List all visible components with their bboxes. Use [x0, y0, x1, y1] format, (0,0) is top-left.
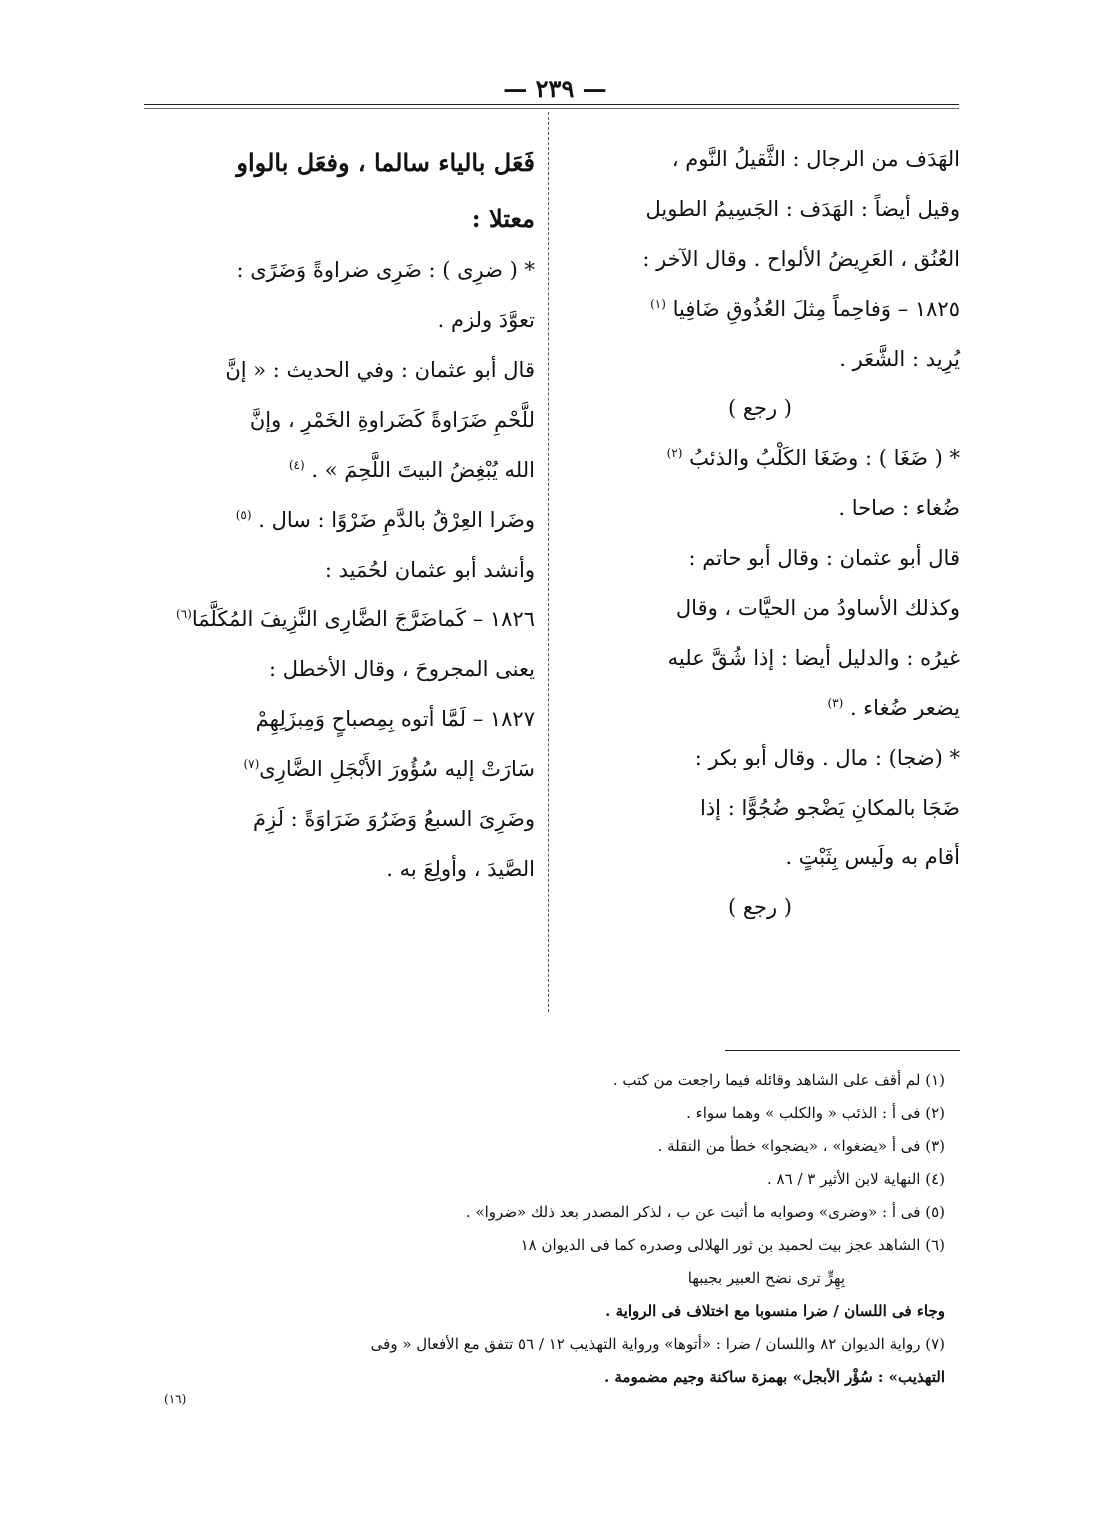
- text-line: وأنشد أبو عثمان لحُمَيد :: [324, 557, 535, 582]
- footnote-ref: (٥): [235, 507, 252, 522]
- text-line: أقام به ولَيس بِثَبْتٍ .: [785, 845, 960, 870]
- text-line: للَّحْمِ ضَرَاوةً كَضَراوةِ الخَمْرِ ، وإنَّ: [249, 407, 535, 432]
- return-marker: ( رجع ): [727, 396, 793, 421]
- footnote-ref: (٧): [243, 757, 260, 772]
- footnotes: [125, 1064, 945, 1394]
- footnote-ref: (١): [650, 296, 666, 311]
- footnote: (٣) فى أ «يضغوا» ، «يضجوا» خطأ من النقلة .: [657, 1137, 945, 1155]
- footnote: (٢) فى أ : الذئب « والكلب » وهما سواء .: [686, 1104, 945, 1122]
- entry-daja: * (ضجا) : مال . وقال أبو بكر :: [694, 745, 960, 770]
- footnote: وجاء فى اللسان / ضرا منسوبا مع اختلاف فى الرواية .: [605, 1302, 945, 1320]
- signature-mark: (١٦): [164, 1392, 187, 1406]
- column-divider: [548, 112, 549, 1012]
- text-line: ضُغاء : صاحا .: [838, 496, 960, 521]
- footnote: التهذيب» : سُؤْر الأبجل» بهمزة ساكنة وجيم مضمومة .: [603, 1368, 945, 1386]
- text-line: الله يُبْغِضُ البيتَ اللَّحِمَ » . $^{(٤)}$: [288, 457, 535, 482]
- section-heading: فَعَل بالياء سالما ، وفعَل بالواو: [236, 148, 535, 177]
- verse-1826: ١٨٢٦ – كَماضَرَّجَ الضَّارِى النَّزِيفَ المُكَلَّمَا$^{(٦)}$: [176, 607, 535, 632]
- verse-1825: ١٨٢٥ – وَفاحِماً مِثلَ العُذُوقِ ضَافِيا $^{(١)}$: [650, 296, 960, 321]
- text-line: وضَرِىَ السبعُ وَضَرُوَ ضَرَاوَةً : لَزِمَ: [252, 806, 535, 831]
- section-heading-cont: معتلا :: [471, 203, 535, 233]
- footnote-ref: (٣): [827, 695, 844, 710]
- text-line: العُنُق ، العَرِيضُ الألواح . وقال الآخر :: [642, 246, 960, 271]
- footnote-ref: (٤): [288, 457, 305, 472]
- text-line: وكذلك الأساودُ من الحيَّات ، وقال: [675, 596, 960, 621]
- text-line: تعوَّدَ ولزم .: [437, 308, 535, 333]
- footnote: (٤) النهاية لابن الأثير ٣ / ٨٦ .: [767, 1170, 945, 1188]
- verse-1827-second: سَارَتْ إليه سُؤُورَ الأَبْجَلِ الضَّارِى$^{(٧)}$: [243, 757, 535, 782]
- text-line: قال أبو عثمان : وفي الحديث : « إنَّ: [225, 357, 535, 382]
- text-line: الصَّيدَ ، وأولِعَ به .: [386, 856, 535, 881]
- footnote: (١) لم أقف على الشاهد وقائله فيما راجعت من كتب .: [612, 1071, 945, 1089]
- footnote-rule: [725, 1050, 960, 1051]
- text-line: غيرُه : والدليل أيضا : إذا شُقَّ عليه: [667, 645, 960, 670]
- footnote: (٥) فى أ : «وضرى» وصوابه ما أثبت عن ب ، لذكر المصدر بعد ذلك «ضروا» .: [465, 1203, 945, 1221]
- footnote: (٦) الشاهد عجز بيت لحميد بن ثور الهلالى وصدره كما فى الديوان ١٨: [520, 1236, 945, 1254]
- text-line: وقيل أيضاً : الهَدَف : الجَسِيمُ الطويل: [645, 196, 960, 221]
- entry-dagha: * ( ضَغَا ) : وضَغَا الكَلْبُ والذئبُ $^{(٢)}$: [666, 446, 960, 471]
- footnote: (٧) رواية الديوان ٨٢ واللسان / ضرا : «أتوها» ورواية التهذيب ١٢ / ٥٦ تتفق مع الأفعال « وفى: [370, 1335, 945, 1353]
- verse-1827: ١٨٢٧ – لَمَّا أتوه بِمِصباحٍ وَمِبزَلِهِمْ: [255, 707, 535, 732]
- right-column: [560, 140, 960, 938]
- return-marker: ( رجع ): [727, 895, 793, 920]
- text-line: يُرِيد : الشَّعَر .: [839, 346, 960, 371]
- header-rule: [144, 104, 959, 105]
- footnote-ref: (٦): [176, 607, 192, 622]
- page-number: — ٢٣٩ —: [503, 74, 607, 103]
- left-column: [125, 140, 535, 900]
- text-line: وضَرا العِرْقُ بالدَّمِ ضَرْوًا : سال . $^{(٥)}$: [235, 507, 535, 532]
- text-line: ضَجَا بالمكانِ يَضْجو ضُجُوًّا : إذا: [700, 795, 960, 820]
- text-line: قال أبو عثمان : وقال أبو حاتم :: [688, 546, 960, 571]
- text-line: الهَدَف من الرجال : الثَّقيلُ النَّوم ،: [671, 147, 960, 171]
- header-rule-secondary: [144, 108, 959, 109]
- text-line: يضعر ضُغاء . $^{(٣)}$: [827, 695, 960, 720]
- footnote-verse: بِهِرٍّ ترى نضح العبير بجيبها: [687, 1269, 845, 1287]
- footnote-ref: (٢): [666, 446, 683, 461]
- text-line: يعنى المجروحَ ، وقال الأخطل :: [268, 657, 535, 682]
- entry-dara: * ( ضرِى ) : ضَرِى ضراوةً وَضَرًى :: [236, 258, 535, 283]
